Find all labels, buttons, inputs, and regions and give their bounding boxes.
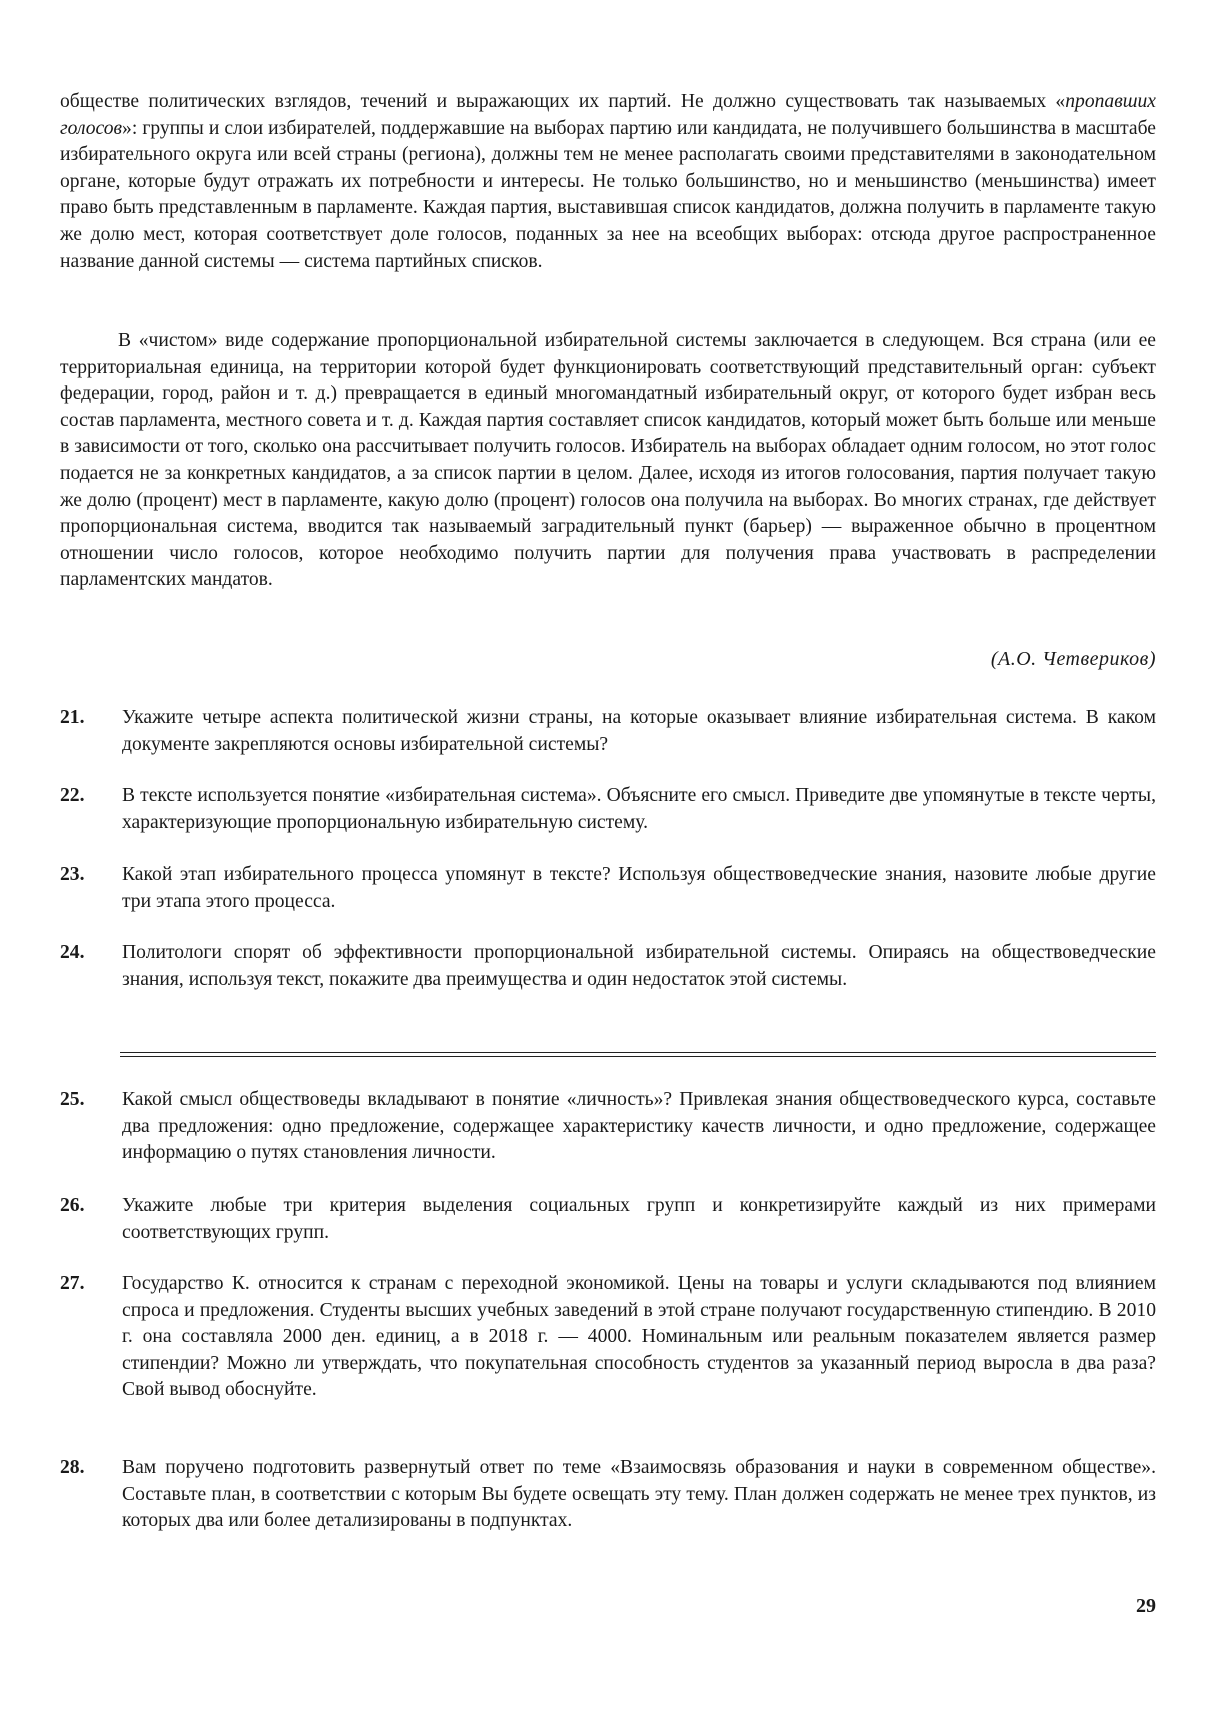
question-text: Укажите любые три критерия выделения социальных групп и конкретизируйте каждый из них примерами соответствующих групп. <box>122 1195 1156 1243</box>
source-text-paragraph-1 <box>60 89 1156 275</box>
question-text: Какой смысл обществоведы вкладывают в понятие «личность»? Привлекая знания обществоведческого курса, составьте два предложения: одно предложение, содержащее характеристику качеств личности, и одно предложение, содержащее информацию о путях становления личности. <box>122 1089 1156 1164</box>
question-number: 27. <box>60 1273 85 1294</box>
source-text-paragraph-2: В «чистом» виде содержание пропорциональной избирательной системы заключается в следующем. Вся страна (или ее территориальная единица, на территории которой будет функционировать соответствующий представительный орган: субъект федерации, город, район и т. д.) превращается в единый многомандатный избирательный округ, от которого будет избран весь состав парламента, местного совета и т. д. Каждая партия составляет список кандидатов, который может быть больше или меньше в зависимости от того, сколько она рассчитывает получить голосов. Избиратель на выборах обладает одним голосом, но этот голос подается не за конкретных кандидатов, а за список партии в целом. Далее, исходя из итогов голосования, партия получает такую же долю (процент) мест в парламенте, какую долю (процент) голосов она получила на выборах. Во многих странах, где действует пропорциональная система, вводится так называемый заградительный пункт (барьер) — выраженное обычно в процентном отношении число голосов, которое необходимо получить партии для получения права участвовать в распределении парламентских мандатов. <box>60 330 1156 591</box>
question-number: 23. <box>60 864 85 885</box>
question-number: 25. <box>60 1089 85 1110</box>
italic-term: пропавших голосов <box>60 91 1156 139</box>
question-number: 21. <box>60 707 85 728</box>
question-24 <box>60 940 1156 993</box>
question-text: Политологи спорят об эффективности пропорциональной избирательной системы. Опираясь на обществоведческие знания, используя текст, покажите два преимущества и один недостаток этой системы. <box>122 942 1156 990</box>
question-26 <box>60 1193 1156 1246</box>
question-28 <box>60 1455 1156 1535</box>
question-25 <box>60 1087 1156 1167</box>
paragraph-1-end: »: группы и слои избирателей, поддержавшие на выборах партию или кандидата, не получившего большинства в масштабе избирательного округа или всей страны (региона), должны тем не менее располагать своими представителями в законодательном органе, которые будут отражать их потребности и интересы. Не только большинство, но и меньшинство (меньшинства) имеет право быть представленным в парламенте. Каждая партия, выставившая список кандидатов, должна получить в парламенте такую же долю мест, которая соответствует доле голосов, поданных за нее на всеобщих выборах: отсюда другое распространенное название данной системы — система партийных списков. <box>60 117 1156 272</box>
question-number: 26. <box>60 1195 85 1216</box>
page-number: 29 <box>1136 1595 1156 1617</box>
question-text: Государство К. относится к странам с переходной экономикой. Цены на товары и услуги складываются под влиянием спроса и предложения. Студенты высших учебных заведений в этой стране получают государственную стипендию. В 2010 г. она составляла 2000 ден. единиц, а в 2018 г. — 4000. Номинальным или реальным показателем является размер стипендии? Можно ли утверждать, что покупательная способность студентов за указанный период выросла в два раза? Свой вывод обоснуйте. <box>122 1273 1156 1401</box>
question-text: Укажите четыре аспекта политической жизни страны, на которые оказывает влияние избирательная система. В каком документе закрепляются основы избирательной системы? <box>122 707 1156 755</box>
question-text: Какой этап избирательного процесса упомянут в тексте? Используя обществоведческие знания, назовите любые другие три этапа этого процесса. <box>122 864 1156 912</box>
question-23 <box>60 862 1156 915</box>
question-number: 24. <box>60 942 85 963</box>
question-21 <box>60 705 1156 758</box>
question-number: 22. <box>60 785 85 806</box>
source-author: (А.О. Четвериков) <box>990 648 1156 670</box>
question-text: Вам поручено подготовить развернутый ответ по теме «Взаимосвязь образования и науки в современном обществе». Составьте план, в соответствии с которым Вы будете освещать эту тему. План должен содержать не менее трех пунктов, из которых два или более детализированы в подпунктах. <box>122 1457 1156 1532</box>
question-text: В тексте используется понятие «избирательная система». Объясните его смысл. Приведите две упомянутые в тексте черты, характеризующие пропорциональную избирательную систему. <box>122 785 1156 833</box>
section-divider <box>120 1052 1156 1057</box>
question-27 <box>60 1271 1156 1404</box>
question-number: 28. <box>60 1457 85 1478</box>
question-22 <box>60 783 1156 836</box>
paragraph-1-start: обществе политических взглядов, течений и выражающих их партий. Не должно существовать так называемых « <box>60 91 1066 112</box>
